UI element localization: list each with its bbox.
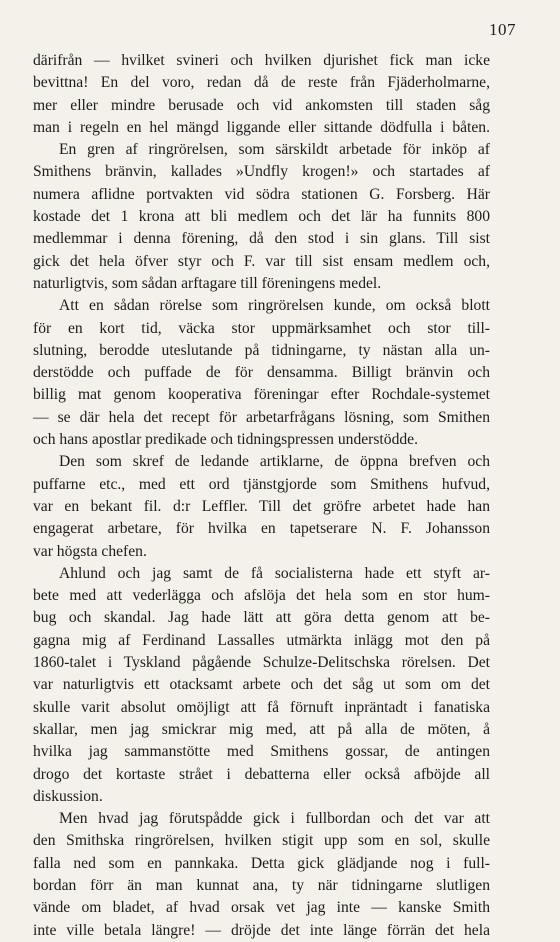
text-line: medlemmar i denna förening, då den stod i sin glans. Till sist: [33, 230, 490, 248]
text-line: bete med att vederlägga och afslöja det hela som en stor hum-: [33, 587, 490, 605]
text-line: gick det hela öfver styr och F. var till sist ensam medlem och,: [33, 252, 490, 270]
text-line: vände om bladet, af hvad orsak vet jag inte — kanske Smith: [33, 899, 490, 917]
text-line: därifrån — hvilket svineri och hvilken djurishet fick man icke: [33, 52, 490, 69]
text-line: En gren af ringrörelsen, som särskildt arbetade för inköp af: [59, 141, 490, 159]
text-line: diskussion.: [33, 787, 103, 805]
text-line: bordan förr än man kunnat ana, ty när tidningarne slutligen: [33, 876, 490, 894]
text-line: var högsta chefen.: [33, 542, 147, 560]
text-line: Den som skref de ledande artiklarne, de öppna brefven och: [59, 453, 490, 471]
text-line: var en bekant fil. d:r Leffler. Till det gröfre arbetet hade han: [33, 497, 490, 515]
text-line: bevittna! En del voro, redan då de reste från Fjäderholmarne,: [33, 74, 490, 92]
text-line: bug och skandal. Jag hade lätt att göra detta genom att be-: [33, 609, 490, 627]
text-line: billig mat genom kooperativa föreningar efter Rochdale-systemet: [33, 386, 490, 404]
text-line: kostade det 1 krona att bli medlem och det lär ha funnits 800: [33, 208, 490, 226]
text-line: drogo det kortaste strået i debatterna eller också afböjde all: [33, 765, 490, 783]
page-number: 107: [489, 20, 516, 39]
text-line: skallar, men jag smickrar mig med, att på alla de möten, å: [33, 720, 490, 738]
text-line: naturligtvis, som sådan arftagare till föreningens medel.: [33, 274, 382, 292]
text-line: puffarne etc., med ett ord tjänstgjorde som Smithens hufvud,: [33, 475, 490, 493]
text-line: Smithens bränvin, kallades »Undfly krogen!» och startades af: [33, 163, 490, 181]
text-line: skulle varit absolut omöjligt att få förnuft inpräntadt i fanatiska: [33, 698, 490, 716]
text-line: gagna mig af Ferdinand Lassalles utmärkta inlägg mot den på: [33, 631, 490, 649]
text-line: den Smithska ringrörelsen, hvilken stigit upp som en sol, skulle: [33, 832, 490, 850]
text-line: Men hvad jag förutspådde gick i fullbordan och det var att: [59, 810, 490, 828]
text-line: hvilka jag sammanstötte med Smithens gossar, de antingen: [33, 743, 490, 761]
text-line: man i regeln en hel mängd liggande eller sittande dödfulla i båten.: [33, 118, 490, 136]
text-line: mer eller mindre berusade och vid ankomsten till staden såg: [33, 96, 490, 114]
body-text: [33, 50, 490, 942]
text-line: och hans apostlar predikade och tidningspressen understödde.: [33, 431, 418, 449]
text-line: — se där hela det recept för arbetarfrågans lösning, som Smithen: [33, 408, 490, 426]
text-line: derstödde och puffade de för densamma. Billigt bränvin och: [33, 364, 490, 382]
text-line: 1860-talet i Tyskland pågående Schulze-Delitschska rörelsen. Det: [33, 654, 490, 672]
text-line: Att en sådan rörelse som ringrörelsen kunde, om också blott: [59, 297, 490, 315]
text-line: Ahlund och jag samt de få socialisterna hade ett styft ar-: [59, 564, 490, 582]
text-line: var naturligtvis ett otacksamt arbete och det såg ut som om det: [33, 676, 490, 694]
text-line: engagerat arbetare, för hvilka en tapetserare N. F. Johansson: [33, 520, 490, 538]
text-line: slutning, berodde uteslutande på tidningarne, ty nästan alla un-: [33, 341, 490, 359]
text-line: för en kort tid, väcka stor uppmärksamhet och stor till-: [33, 319, 490, 337]
text-line: numera aflidne portvakten vid södra stationen G. Forsberg. Här: [33, 185, 490, 203]
text-line: falla ned som en pannkaka. Detta gick glädjande nog i full-: [33, 854, 490, 872]
text-line: inte ville betala längre! — dröjde det inte länge förrän det hela: [33, 921, 490, 939]
